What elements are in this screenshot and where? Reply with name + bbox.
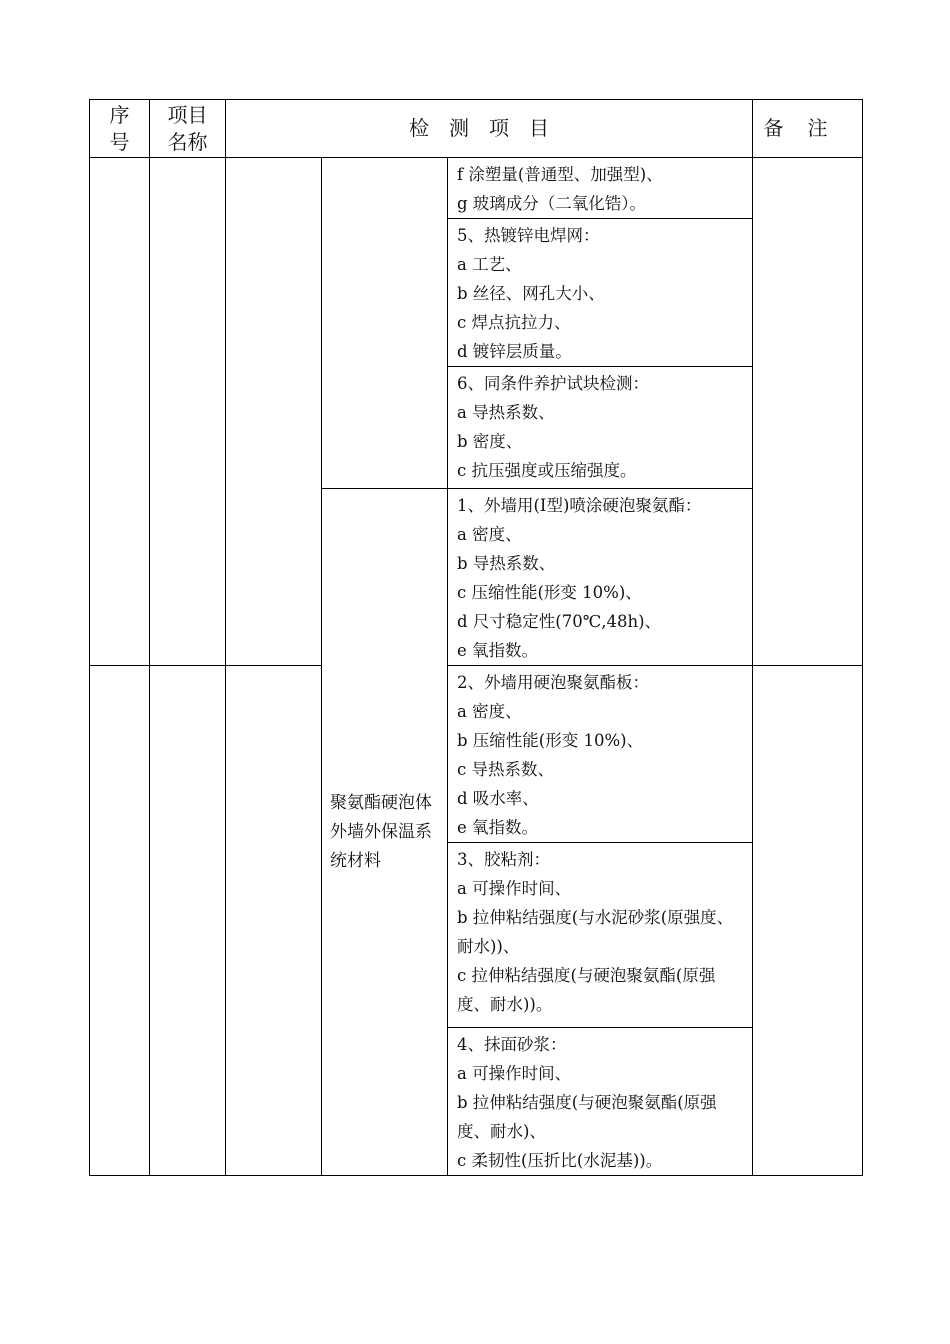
test-line: e 氧指数。 [457,641,539,660]
test-line: d 镀锌层质量。 [457,342,572,361]
test-line: c 抗压强度或压缩强度。 [457,461,637,480]
name-cell [150,666,226,1176]
test-line: b 导热系数、 [457,554,556,573]
header-name-line-1: 项目 [167,102,208,127]
test-group [448,1028,753,1176]
test-line: c 导热系数、 [457,760,554,779]
test-line: f 涂塑量(普通型、加强型)、 [457,165,663,184]
test-group [448,489,753,666]
test-line: e 氧指数。 [457,818,539,837]
header-note [753,100,863,158]
test-group [448,158,753,219]
test-line: a 密度、 [457,525,522,544]
header-row [90,100,863,158]
test-group [448,219,753,367]
sub-cell [226,158,322,666]
header-name-line-2: 名称 [167,129,208,154]
table-row [90,158,863,219]
name-cell [150,158,226,666]
test-line: b 密度、 [457,432,523,451]
test-line: b 拉伸粘结强度(与硬泡聚氨酯(原强度、耐水)、 [457,1093,717,1141]
header-name [150,100,226,158]
test-line: 5、热镀锌电焊网： [457,226,600,245]
test-group [448,843,753,1028]
test-line: 1、外墙用(Ⅰ型)喷涂硬泡聚氨酯： [457,496,702,515]
header-seq-line-2: 号 [109,129,130,154]
test-line: a 密度、 [457,702,522,721]
category-label: 聚氨酯硬泡体外墙外保温系统材料 [330,792,432,871]
test-line: g 玻璃成分（二氧化锆）。 [457,194,647,213]
sub-cell [226,666,322,1176]
test-line: 6、同条件养护试块检测： [457,374,649,393]
test-line: c 压缩性能(形变 10%)、 [457,583,642,602]
test-line: a 工艺、 [457,255,522,274]
header-seq [90,100,150,158]
test-group [448,367,753,489]
test-line: 4、抹面砂浆： [457,1035,567,1054]
test-line: c 焊点抗拉力、 [457,313,571,332]
test-line: b 拉伸粘结强度(与水泥砂浆(原强度、耐水))、 [457,908,734,956]
note-cell [753,666,863,1176]
seq-cell [90,158,150,666]
header-items [226,100,753,158]
test-line: a 导热系数、 [457,403,555,422]
table-row [90,666,863,843]
test-line: d 尺寸稳定性(70℃,48h)、 [457,612,662,631]
test-line: d 吸水率、 [457,789,539,808]
note-cell [753,158,863,666]
header-note-label: 备注 [763,116,852,140]
category-cell [322,489,448,1176]
seq-cell [90,666,150,1176]
test-line: a 可操作时间、 [457,1064,572,1083]
category-cell-upper [322,158,448,489]
header-items-label: 检测项目 [409,116,570,140]
test-line: c 柔韧性(压折比(水泥基))。 [457,1151,663,1170]
test-line: b 压缩性能(形变 10%)、 [457,731,644,750]
test-line: a 可操作时间、 [457,879,572,898]
header-seq-line-1: 序 [109,102,130,127]
test-line: c 拉伸粘结强度(与硬泡聚氨酯(原强度、耐水))。 [457,966,716,1014]
test-line: 2、外墙用硬泡聚氨酯板： [457,673,649,692]
test-line: b 丝径、网孔大小、 [457,284,605,303]
test-line: 3、胶粘剂： [457,850,550,869]
test-group [448,666,753,843]
inspection-table [89,99,863,1176]
